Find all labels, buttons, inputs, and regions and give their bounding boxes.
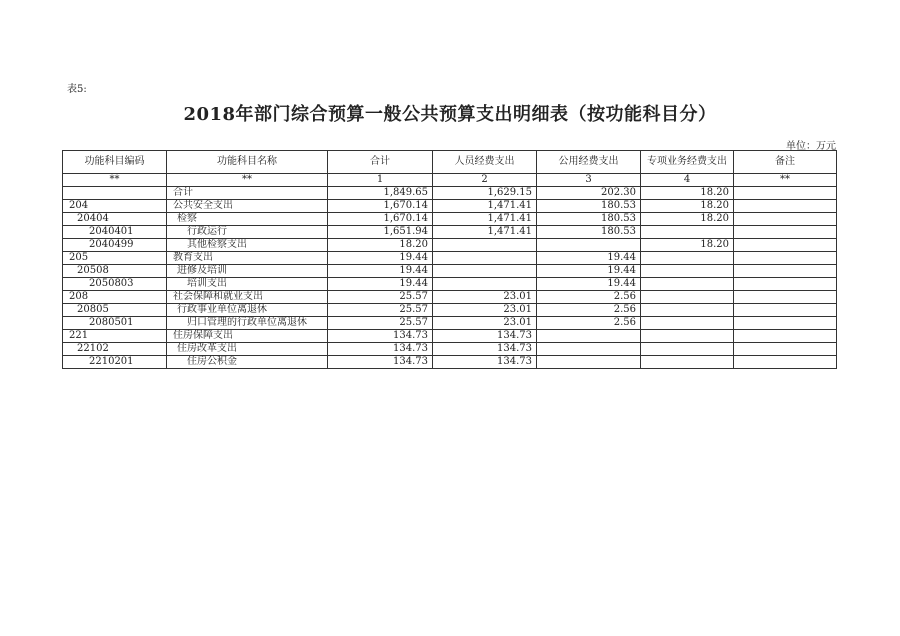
note-cell: [734, 278, 837, 291]
total-cell: 19.44: [328, 278, 433, 291]
public-cell: 180.53: [537, 200, 641, 213]
public-cell: 19.44: [537, 265, 641, 278]
note-cell: [734, 187, 837, 200]
public-cell: 202.30: [537, 187, 641, 200]
code-cell: 2040401: [63, 226, 167, 239]
total-cell: 134.73: [328, 330, 433, 343]
total-cell: 1,670.14: [328, 200, 433, 213]
name-cell: 合计: [167, 187, 328, 200]
public-cell: 2.56: [537, 317, 641, 330]
name-cell: 培训支出: [167, 278, 328, 291]
public-cell: [537, 330, 641, 343]
personnel-cell: 1,629.15: [433, 187, 537, 200]
index-cell: **: [734, 174, 837, 187]
index-cell: 2: [433, 174, 537, 187]
public-cell: 2.56: [537, 304, 641, 317]
index-cell: **: [167, 174, 328, 187]
header-total: 合计: [328, 151, 433, 174]
table-row: [63, 213, 837, 226]
note-cell: [734, 226, 837, 239]
index-row: [63, 174, 837, 187]
table-number-label: 表5:: [67, 84, 87, 95]
header-public: 公用经费支出: [537, 151, 641, 174]
special-cell: [641, 278, 734, 291]
code-cell: 2050803: [63, 278, 167, 291]
personnel-cell: 1,471.41: [433, 213, 537, 226]
personnel-cell: [433, 252, 537, 265]
name-cell: 公共安全支出: [167, 200, 328, 213]
code-cell: 204: [63, 200, 167, 213]
code-cell: 22102: [63, 343, 167, 356]
name-cell: 进修及培训: [167, 265, 328, 278]
public-cell: 180.53: [537, 213, 641, 226]
note-cell: [734, 330, 837, 343]
header-name: 功能科目名称: [167, 151, 328, 174]
special-cell: [641, 304, 734, 317]
table-row: [63, 226, 837, 239]
name-cell: 住房改革支出: [167, 343, 328, 356]
index-cell: 4: [641, 174, 734, 187]
personnel-cell: 134.73: [433, 343, 537, 356]
code-cell: [63, 187, 167, 200]
name-cell: 教育支出: [167, 252, 328, 265]
code-cell: 221: [63, 330, 167, 343]
name-cell: 行政事业单位离退休: [167, 304, 328, 317]
code-cell: 2210201: [63, 356, 167, 369]
code-cell: 208: [63, 291, 167, 304]
personnel-cell: 23.01: [433, 291, 537, 304]
personnel-cell: 23.01: [433, 304, 537, 317]
header-personnel: 人员经费支出: [433, 151, 537, 174]
table-row: [63, 356, 837, 369]
name-cell: 检察: [167, 213, 328, 226]
public-cell: [537, 239, 641, 252]
note-cell: [734, 213, 837, 226]
special-cell: [641, 356, 734, 369]
name-cell: 社会保障和就业支出: [167, 291, 328, 304]
personnel-cell: [433, 278, 537, 291]
total-cell: 18.20: [328, 239, 433, 252]
table-row: [63, 252, 837, 265]
index-cell: 1: [328, 174, 433, 187]
header-special: 专项业务经费支出: [641, 151, 734, 174]
table-row: [63, 265, 837, 278]
personnel-cell: 1,471.41: [433, 226, 537, 239]
note-cell: [734, 200, 837, 213]
total-cell: 1,670.14: [328, 213, 433, 226]
table-row: [63, 343, 837, 356]
special-cell: [641, 330, 734, 343]
table-row: [63, 278, 837, 291]
code-cell: 20404: [63, 213, 167, 226]
name-cell: 住房保障支出: [167, 330, 328, 343]
note-cell: [734, 356, 837, 369]
total-cell: 25.57: [328, 304, 433, 317]
total-cell: 19.44: [328, 265, 433, 278]
total-cell: 1,651.94: [328, 226, 433, 239]
public-cell: 19.44: [537, 278, 641, 291]
special-cell: [641, 343, 734, 356]
public-cell: 2.56: [537, 291, 641, 304]
public-cell: 19.44: [537, 252, 641, 265]
note-cell: [734, 291, 837, 304]
special-cell: [641, 265, 734, 278]
personnel-cell: [433, 265, 537, 278]
name-cell: 行政运行: [167, 226, 328, 239]
total-cell: 19.44: [328, 252, 433, 265]
name-cell: 归口管理的行政单位离退休: [167, 317, 328, 330]
name-cell: 其他检察支出: [167, 239, 328, 252]
total-cell: 25.57: [328, 317, 433, 330]
total-cell: 134.73: [328, 343, 433, 356]
code-cell: 2080501: [63, 317, 167, 330]
special-cell: [641, 252, 734, 265]
special-cell: [641, 226, 734, 239]
table-row: [63, 239, 837, 252]
special-cell: [641, 291, 734, 304]
table-row: [63, 291, 837, 304]
code-cell: 20508: [63, 265, 167, 278]
table-row: [63, 200, 837, 213]
header-note: 备注: [734, 151, 837, 174]
page-title: 2018年部门综合预算一般公共预算支出明细表（按功能科目分）: [183, 104, 717, 125]
note-cell: [734, 265, 837, 278]
code-cell: 205: [63, 252, 167, 265]
total-cell: 134.73: [328, 356, 433, 369]
special-cell: 18.20: [641, 239, 734, 252]
special-cell: 18.20: [641, 213, 734, 226]
budget-table: [62, 150, 837, 369]
note-cell: [734, 317, 837, 330]
public-cell: [537, 343, 641, 356]
personnel-cell: 134.73: [433, 356, 537, 369]
note-cell: [734, 304, 837, 317]
personnel-cell: 23.01: [433, 317, 537, 330]
name-cell: 住房公积金: [167, 356, 328, 369]
code-cell: 2040499: [63, 239, 167, 252]
header-code: 功能科目编码: [63, 151, 167, 174]
index-cell: **: [63, 174, 167, 187]
note-cell: [734, 343, 837, 356]
table-row: [63, 187, 837, 200]
public-cell: 180.53: [537, 226, 641, 239]
special-cell: 18.20: [641, 187, 734, 200]
special-cell: [641, 317, 734, 330]
personnel-cell: 134.73: [433, 330, 537, 343]
personnel-cell: 1,471.41: [433, 200, 537, 213]
total-cell: 25.57: [328, 291, 433, 304]
note-cell: [734, 252, 837, 265]
index-cell: 3: [537, 174, 641, 187]
public-cell: [537, 356, 641, 369]
table-row: [63, 304, 837, 317]
note-cell: [734, 239, 837, 252]
special-cell: 18.20: [641, 200, 734, 213]
total-cell: 1,849.65: [328, 187, 433, 200]
table-row: [63, 330, 837, 343]
unit-note: 单位：万元: [786, 141, 836, 152]
header-row: [63, 151, 837, 174]
code-cell: 20805: [63, 304, 167, 317]
personnel-cell: [433, 239, 537, 252]
table-row: [63, 317, 837, 330]
